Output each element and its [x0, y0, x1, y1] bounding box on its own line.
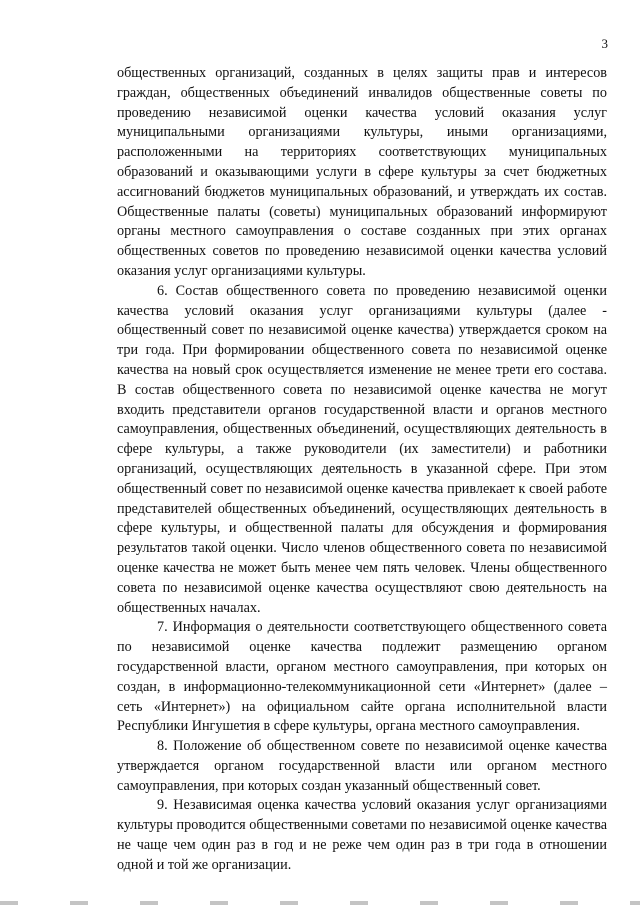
- page-number: 3: [601, 36, 608, 51]
- paragraph-item-9: 9. Независимая оценка качества условий оказания услуг организациями культуры проводится общественными советами по независимой оценке качества не чаще чем один раз в год и не реже чем один раз в три года в отношении одной и той же организации.: [117, 797, 607, 873]
- paragraph-continuation: общественных организаций, созданных в целях защиты прав и интересов граждан, общественных объединений инвалидов общественные советы по проведению независимой оценки качества условий оказания услуг муниципальными организациями культуры, иными организациями, расположенными на территориях соответствующих муниципальных образований и оказывающими услуги в сфере культуры за счет бюджетных ассигнований бюджетов муниципальных образований, и утверждать их состав. Общественные палаты (советы) муниципальных образований информируют органы местного самоуправления о составе созданных при этих органах общественных советов по проведению независимой оценки качества условий оказания услуг организациями культуры.: [117, 65, 607, 279]
- document-body: [117, 64, 607, 876]
- scan-footer-artifact: [0, 901, 640, 905]
- paragraph-item-6: 6. Состав общественного совета по проведению независимой оценки качества условий оказания услуг организациями культуры (далее - общественный совет по независимой оценке качества) утверждается сроком на три года. При формировании общественного совета по независимой оценке качества на новый срок осуществляется изменение не менее трети его состава. В состав общественного совета по независимой оценке качества не могут входить представители органов государственной власти и органов местного самоуправления, общественных объединений, осуществляющих деятельность в сфере культуры, а также руководители (их заместители) и работники организаций, осуществляющих деятельность в указанной сфере. При этом общественный совет по независимой оценке качества привлекает к своей работе представителей общественных объединений, осуществляющих деятельность в сфере культуры, и общественной палаты для обсуждения и формирования результатов такой оценки. Число членов общественного совета по независимой оценке качества не может быть менее чем пять человек. Члены общественного совета по независимой оценке качества осуществляют свою деятельность на общественных началах.: [117, 282, 607, 616]
- paragraph-item-8: 8. Положение об общественном совете по независимой оценке качества утверждается органом государственной власти или органом местного самоуправления, при которых создан указанный общественный совет.: [117, 738, 607, 794]
- paragraph-item-7: 7. Информация о деятельности соответствующего общественного совета по независимой оценке качества подлежит размещению органом государственной власти, органом местного самоуправления, при которых он создан, в информационно-телекоммуникационной сети «Интернет» (далее – сеть «Интернет») на официальном сайте органа исполнительной власти Республики Ингушетия в сфере культуры, органа местного самоуправления.: [117, 619, 607, 735]
